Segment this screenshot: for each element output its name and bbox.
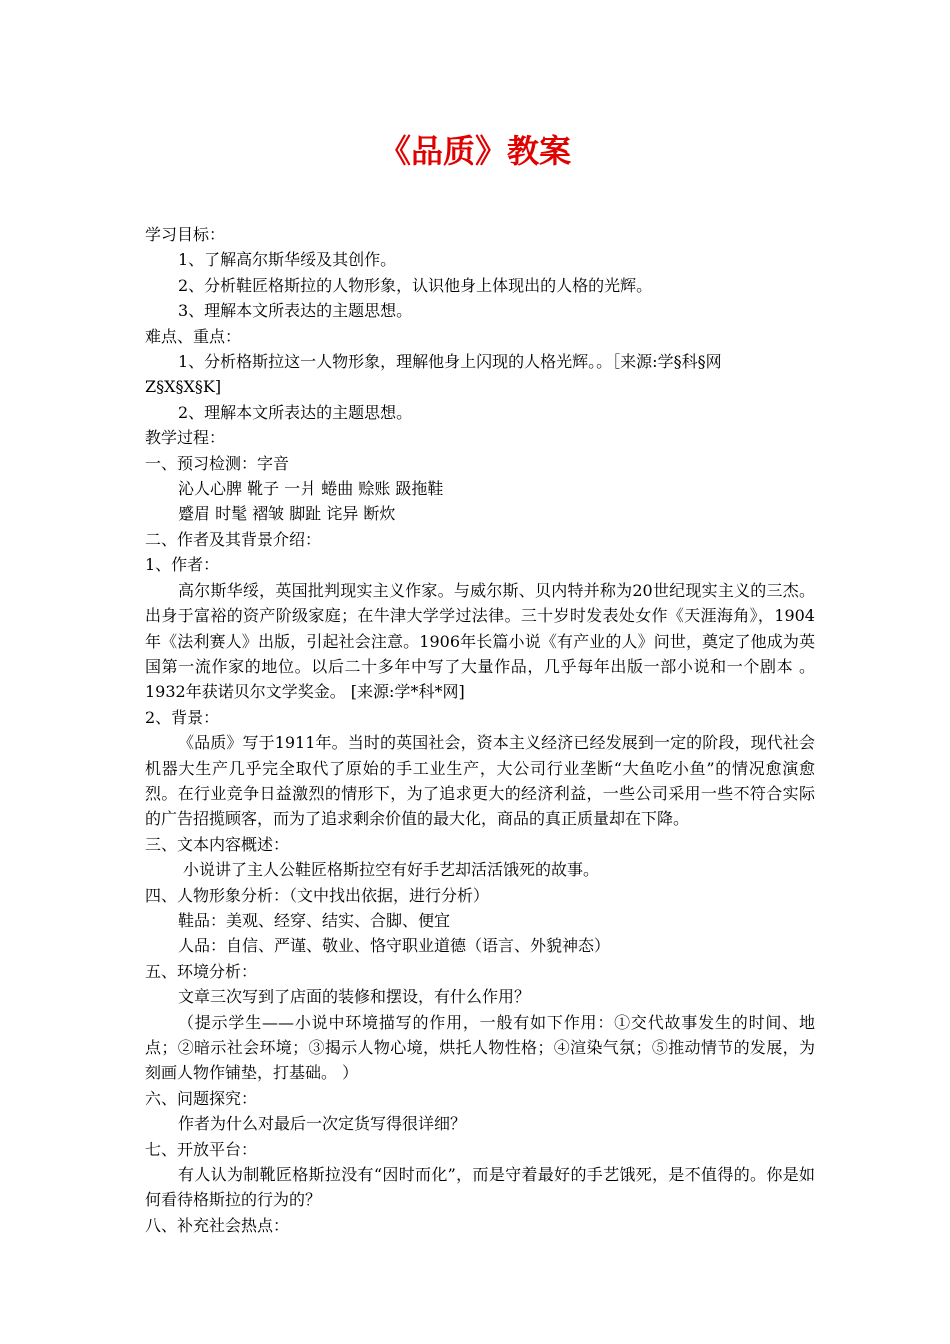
open-platform-text: 有人认为制靴匠格斯拉没有“因时而化”，而是守着最好的手艺饿死，是不值得的。你是如何看待格斯拉的行为的？ <box>145 1165 815 1210</box>
section-8-heading: 八、补充社会热点： <box>145 1215 290 1235</box>
shoe-quality-text: 鞋品：美观、经穿、结实、合脚、便宜 <box>178 910 451 930</box>
pronunciation-line-1: 沁人心脾 靴子 一爿 蜷曲 赊账 趿拖鞋 <box>178 479 444 499</box>
key-point-2: 2、理解本文所表达的主题思想。 <box>178 402 413 422</box>
background-heading: 2、背景： <box>145 707 220 727</box>
objective-item-2: 2、分析鞋匠格斯拉的人物形象，认识他身上体现出的人格的光辉。 <box>178 275 653 295</box>
section-4-heading: 四、人物形象分析：（文中找出依据，进行分析） <box>145 885 490 905</box>
document-body <box>145 222 815 1238</box>
section-3-heading: 三、文本内容概述： <box>145 834 290 854</box>
pronunciation-line-2: 蹙眉 时髦 褶皱 脚趾 诧异 断炊 <box>178 504 396 524</box>
section-1-heading: 一、预习检测：字音 <box>145 453 290 473</box>
objectives-heading: 学习目标： <box>145 225 226 244</box>
objective-item-1: 1、了解高尔斯华绥及其创作。 <box>178 250 397 270</box>
section-2-heading: 二、作者及其背景介绍： <box>145 529 322 549</box>
section-7-heading: 七、开放平台： <box>145 1139 258 1159</box>
key-points-heading: 难点、重点： <box>145 326 242 346</box>
author-paragraph: 高尔斯华绥，英国批判现实主义作家。与威尔斯、贝内特并称为20世纪现实主义的三杰。出身于富裕的资产阶级家庭；在牛津大学学过法律。三十岁时发表处女作《天涯海角》，1904年《法利赛人》出版，引起社会注意。1906年长篇小说《有产业的人》问世，奠定了他成为英国第一流作家的地位。以后二十多年中写了大量作品，几乎每年出版一部小说和一个剧本 。1932年获诺贝尔文学奖金。 [来源:学*科*网] <box>145 580 815 702</box>
key-point-1-line-2: Z§X§X§K] <box>145 377 222 397</box>
environment-hint: （提示学生——小说中环境描写的作用，一般有如下作用：①交代故事发生的时间、地点；②暗示社会环境；③揭示人物心境，烘托人物性格；④渲染气氛；⑤推动情节的发展，为刻画人物作铺垫，打基础。 ） <box>145 1012 815 1083</box>
page-title: 《品质》教案 <box>378 132 571 170</box>
objective-item-3: 3、理解本文所表达的主题思想。 <box>178 301 413 321</box>
process-heading: 教学过程： <box>145 428 226 448</box>
inquiry-question: 作者为什么对最后一次定货写得很详细？ <box>178 1114 467 1134</box>
key-point-1-line-1: 1、分析格斯拉这一人物形象，理解他身上闪现的人格光辉。。［来源:学§科§网 <box>178 352 722 372</box>
section-6-heading: 六、问题探究： <box>145 1088 258 1108</box>
character-quality-text: 人品：自信、严谨、敬业、恪守职业道德（语言、外貌神态） <box>178 936 611 956</box>
author-heading: 1、作者： <box>145 555 220 575</box>
section-5-heading: 五、环境分析： <box>145 961 258 981</box>
summary-text: 小说讲了主人公鞋匠格斯拉空有好手艺却活活饿死的故事。 <box>183 860 600 880</box>
environment-question: 文章三次写到了店面的装修和摆设，有什么作用？ <box>178 987 531 1007</box>
background-paragraph: 《品质》写于1911年。当时的英国社会，资本主义经济已经发展到一定的阶段，现代社会机器大生产几乎完全取代了原始的手工业生产，大公司行业垄断“大鱼吃小鱼”的情况愈演愈烈。在行业竞争日益激烈的情形下，为了追求更大的经济利益，一些公司采用一些不符合实际的广告招揽顾客，而为了追求剩余价值的最大化，商品的真正质量却在下降。 <box>145 733 815 829</box>
